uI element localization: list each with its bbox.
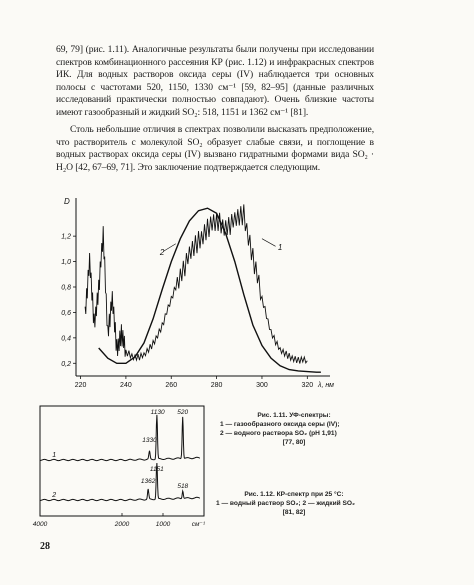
uv-y-tick-label-1: 1,0 <box>61 259 71 267</box>
page-number: 28 <box>40 541 50 552</box>
uv-x-tick-label-320: 320 <box>301 382 314 389</box>
uv-y-tick-label-3: 0,6 <box>61 309 71 317</box>
raman-x-axis-title: см⁻¹ <box>191 521 206 528</box>
paragraph-2-text: Столь небольшие отличия в спектрах позволили высказать предположение, что растворитель с молекулой SO₂ образует слабые связи, и поглощение в водных растворах оксида серы (IV) вызвано гидратными формами вида SO₂ · H₂O [42, 67–69, 71]. Это заключение подтверждается следующим. <box>56 124 374 173</box>
body-paragraph-1 <box>56 44 374 120</box>
raman-curve-label-1: 1 <box>52 452 57 459</box>
uv-curve-leader-2 <box>163 244 175 252</box>
figure-1-11-refs: [77, 80] <box>282 439 306 446</box>
raman-peak-label-1130: 1130 <box>150 409 165 416</box>
uv-y-tick-label-0: 1,2 <box>61 233 71 241</box>
paragraph-1-text: 69, 79] (рис. 1.11). Аналогичные результаты были получены при исследовании спектров комбинационного рассеяния КР (рис. 1.12) и инфракрасных спектров ИК. Для водных растворов оксида серы (IV) наблюдается три основных полосы с частотами 520, 1150, 1330 см⁻¹ [59, 82–95] (данные различных исследований практически полностью совпадают). Очень близкие частоты имеют газообразный и жидкий SO₂: 518, 1151 и 1362 см⁻¹ [81]. <box>56 44 374 118</box>
uv-y-tick-label-5: 0,2 <box>61 360 71 368</box>
raman-peak-label-520: 520 <box>177 409 189 416</box>
figure-1-12-caption <box>216 490 372 517</box>
figure-1-12-refs: [81, 82] <box>282 509 306 516</box>
figure-1-11-title: Рис. 1.11. УФ-спектры: <box>257 412 331 419</box>
raman-series-2-line <box>40 463 200 501</box>
figure-1-12-title: Рис. 1.12. КР-спектр при 25 °С: <box>244 491 344 498</box>
figure-1-11-line-2: 2 — водного раствора SO₂ (рН 1,91) <box>220 430 337 437</box>
body-paragraph-2 <box>56 124 374 174</box>
raman-curve-label-2: 2 <box>52 492 57 499</box>
uv-chart-series <box>85 204 321 372</box>
raman-series-1-line <box>40 415 200 461</box>
uv-series-2-line <box>99 208 321 372</box>
uv-curve-label-2: 2 <box>159 248 165 258</box>
raman-x-tick-label-1000: 1000 <box>155 521 171 528</box>
raman-x-tick-label-2000: 2000 <box>114 521 130 528</box>
figure-1-11-caption <box>220 411 368 447</box>
raman-chart-series <box>40 415 200 501</box>
uv-x-tick-label-280: 280 <box>210 382 223 389</box>
raman-spectrum-chart <box>32 404 208 532</box>
raman-peak-label-1362: 1362 <box>140 478 156 485</box>
raman-peak-label-1151: 1151 <box>149 466 164 473</box>
uv-y-axis-title: D <box>64 197 70 206</box>
uv-x-axis-title: λ, нм <box>318 382 334 389</box>
raman-peak-label-1330: 1330 <box>142 437 157 444</box>
uv-x-tick-label-300: 300 <box>256 382 268 389</box>
uv-y-tick-label-4: 0,4 <box>61 335 71 343</box>
uv-chart-axes <box>73 198 330 379</box>
raman-chart-labels <box>33 409 206 528</box>
uv-y-tick-label-2: 0,8 <box>61 284 71 292</box>
uv-x-tick-label-220: 220 <box>74 382 87 389</box>
uv-curve-leader-1 <box>262 239 276 247</box>
uv-series-1-line <box>85 204 307 363</box>
raman-x-tick-label-4000: 4000 <box>32 521 48 528</box>
raman-peak-label-518: 518 <box>177 483 189 490</box>
uv-x-tick-label-240: 240 <box>120 382 132 389</box>
figure-1-11-line-1: 1 — газообразного оксида серы (IV); <box>220 421 340 428</box>
uv-x-tick-label-260: 260 <box>165 382 178 389</box>
figure-1-12-line-1: 1 — водный раствор SO₂; 2 — жидкий SO₂ <box>216 500 355 507</box>
uv-spectra-chart <box>42 190 342 400</box>
uv-curve-label-1: 1 <box>277 243 283 253</box>
